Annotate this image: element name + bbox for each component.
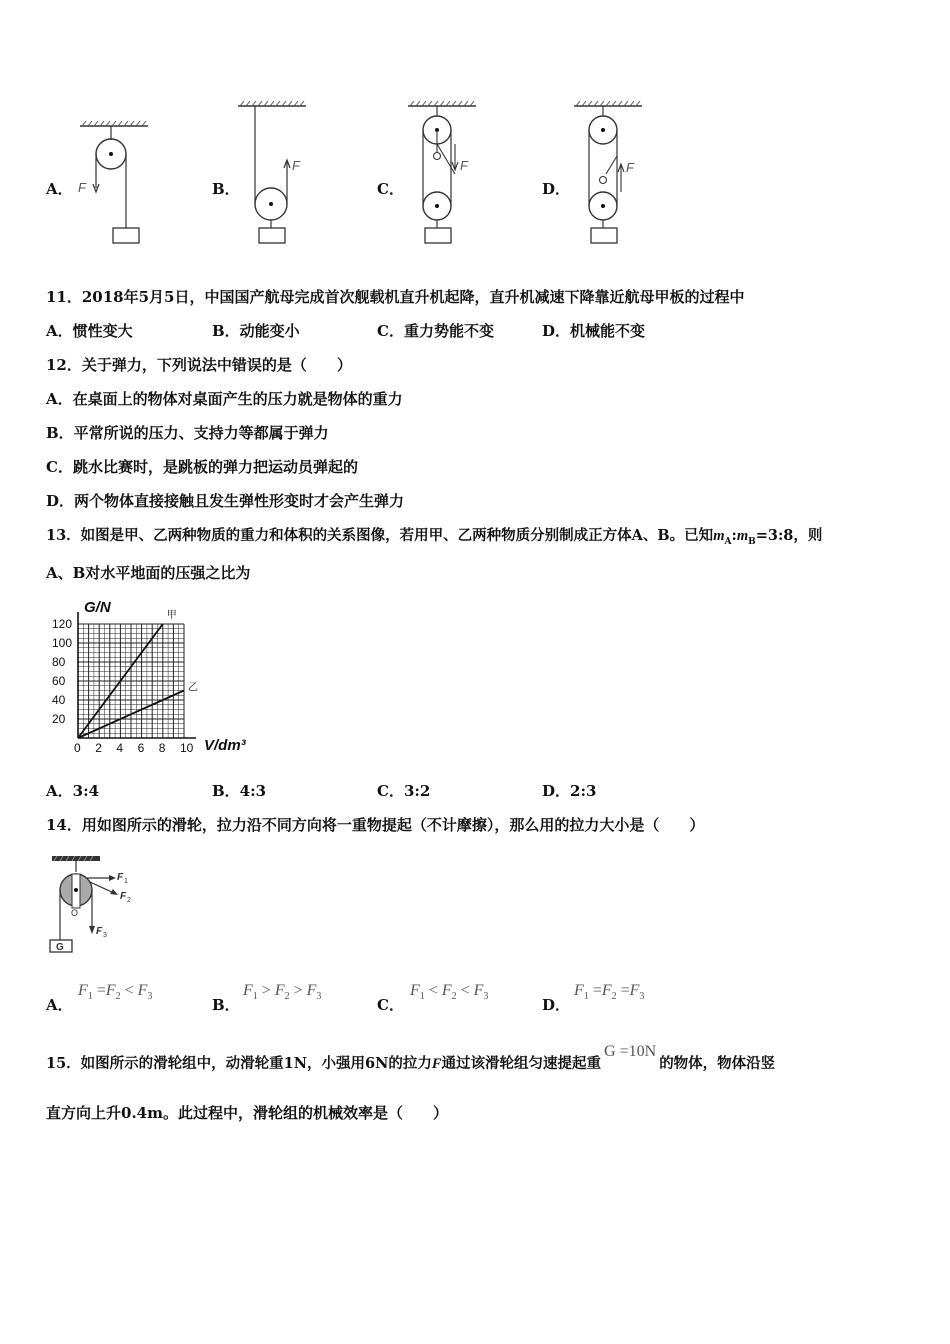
x-axis-label: V/dm³ — [204, 737, 246, 754]
ceiling-hatch — [80, 121, 148, 126]
series-label: 甲 — [166, 610, 177, 621]
q12-option-d[interactable]: D．两个物体直接接触且发生弹性形变时才会产生弹力 — [46, 492, 405, 510]
q14-option-d-expr[interactable]: $F_1 =F_2 =F_3$ — [574, 982, 645, 1003]
q11-option-c[interactable]: C．重力势能不变 — [377, 322, 494, 340]
y-tick-label: 20 — [52, 712, 66, 726]
gv-chart — [44, 592, 274, 762]
y-tick-label: 60 — [52, 674, 66, 688]
q11-option-b[interactable]: B．动能变小 — [212, 322, 300, 340]
q10-option-a-figure — [70, 118, 160, 250]
series-label: 乙 — [188, 682, 198, 694]
q10-option-c-letter: C． — [377, 180, 404, 198]
q11-stem: 11．2018年5月5日，中国国产航母完成首次舰载机直升机起降，直升机减速下降靠近航母甲板的过程中 — [46, 288, 745, 306]
q13-stem: 13．如图是甲、乙两种物质的重力和体积的关系图像，若用甲、乙两种物质分别制成正方体A、B。已知$m_A:m_B=3:8$，则 — [46, 527, 823, 547]
q12-option-c[interactable]: C．跳水比赛时，是跳板的弹力把运动员弹起的 — [46, 458, 358, 476]
q14-stem: 14．用如图所示的滑轮，拉力沿不同方向将一重物提起（不计摩擦），那么用的拉力大小是（ ） — [46, 816, 705, 834]
svg-text:F: F — [117, 872, 124, 883]
y-tick-label: 120 — [52, 617, 73, 631]
y-tick-label: 100 — [52, 636, 73, 650]
q15-stem-line2: 直方向上升0.4m。此过程中，滑轮组的机械效率是（ ） — [46, 1104, 448, 1122]
svg-text:F: F — [292, 158, 300, 173]
q13-option-a[interactable]: A．3:4 — [46, 782, 100, 800]
q10-option-b-figure — [234, 96, 324, 250]
svg-text:F: F — [626, 160, 634, 175]
q13-option-d[interactable]: D．2:3 — [542, 782, 597, 800]
svg-text:F: F — [120, 891, 127, 902]
q14-option-a-letter[interactable]: A． — [46, 996, 73, 1014]
q11-option-d[interactable]: D．机械能不变 — [542, 322, 646, 340]
q10-option-a-letter: A． — [46, 180, 73, 198]
x-tick-label: 10 — [180, 741, 194, 755]
q12-option-a[interactable]: A．在桌面上的物体对桌面产生的压力就是物体的重力 — [46, 390, 403, 408]
q14-option-a-expr[interactable]: $F_1 =F_2 < F_3$ — [78, 982, 153, 1003]
svg-text:O: O — [71, 908, 79, 918]
q12-stem: 12．关于弹力，下列说法中错误的是（ ） — [46, 356, 352, 374]
x-tick-label: 4 — [116, 741, 124, 755]
q15-stem: 15．如图所示的滑轮组中，动滑轮重1N，小强用6N的拉力F通过该滑轮组匀速提起重G =10N的物体，物体沿竖 — [46, 1043, 776, 1072]
q15-g-expr: G =10N — [604, 1043, 657, 1060]
q14-option-b-letter[interactable]: B． — [212, 996, 240, 1014]
x-tick-label: 6 — [137, 741, 145, 755]
svg-text:2: 2 — [127, 897, 131, 904]
q13-stem-line2: A、B对水平地面的压强之比为 — [46, 564, 251, 582]
x-tick-label: 8 — [158, 741, 166, 755]
q14-option-c-expr[interactable]: $F_1 < F_2 < F_3$ — [410, 982, 489, 1003]
y-tick-label: 40 — [52, 693, 66, 707]
y-axis-label: G/N — [84, 599, 111, 616]
svg-text:F: F — [96, 926, 103, 937]
q13-option-c[interactable]: C．3:2 — [377, 782, 431, 800]
q12-option-b[interactable]: B．平常所说的压力、支持力等都属于弹力 — [46, 424, 329, 442]
q14-option-c-letter[interactable]: C． — [377, 996, 404, 1014]
y-tick-label: 80 — [52, 655, 66, 669]
q10-option-c-figure — [402, 96, 492, 250]
svg-text:F: F — [460, 158, 468, 173]
q10-option-d-letter: D． — [542, 180, 571, 198]
svg-text:3: 3 — [103, 932, 107, 939]
q10-option-b-letter: B． — [212, 180, 240, 198]
q14-option-d-letter[interactable]: D． — [542, 996, 571, 1014]
weight-block — [113, 228, 139, 243]
q10-option-d-figure — [568, 96, 658, 250]
svg-text:G: G — [56, 942, 64, 953]
x-tick-label: 2 — [95, 741, 102, 755]
svg-text:1: 1 — [124, 878, 128, 885]
q11-option-a[interactable]: A．惯性变大 — [46, 322, 133, 340]
q14-pulley-figure — [46, 852, 156, 958]
q14-option-b-expr[interactable]: $F_1 > F_2 > F_3$ — [243, 982, 322, 1003]
svg-text:F: F — [78, 180, 86, 195]
q13-option-b[interactable]: B．4:3 — [212, 782, 267, 800]
x-tick-label: 0 — [74, 741, 81, 755]
